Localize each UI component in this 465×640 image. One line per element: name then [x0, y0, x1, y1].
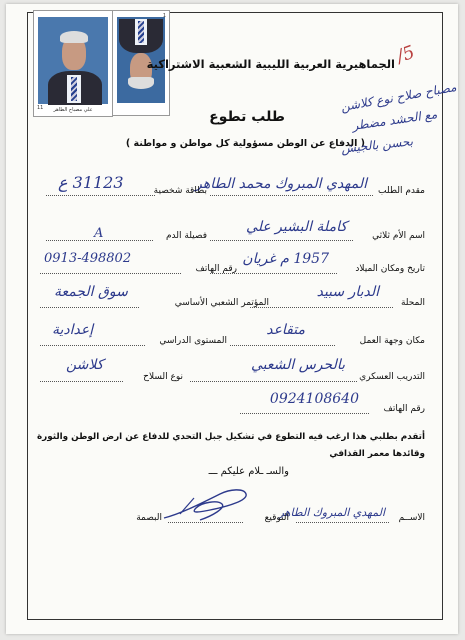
closing-greeting: والسـ ـلام عليكم ـــ — [208, 466, 289, 477]
value-workplace: متقاعد — [266, 322, 305, 338]
photo-caption: علي مصباح الطاهر — [53, 107, 93, 113]
label-mother-name: اسم الأم ثلاثي — [372, 231, 425, 241]
photo-code: 1 — [162, 13, 166, 19]
label-phone-2: رقم الهاتف — [383, 404, 425, 414]
corner-mark: 5/ — [394, 41, 419, 68]
label-applicant: مقدم الطلب — [378, 186, 425, 196]
mother-name-line — [210, 240, 353, 241]
mahalla-line — [250, 307, 393, 308]
label-blood-type: فصيلة الدم — [165, 231, 207, 241]
corner-note-line1: مصباح صلاح نوع كلاشن — [339, 79, 458, 115]
value-blood-type: A — [94, 226, 104, 241]
value-military-training: بالحرس الشعبي — [250, 357, 345, 373]
value-name: المهدي المبروك الطاهر — [278, 506, 385, 519]
form-title: طلب تطوع — [209, 109, 285, 125]
phone-2-line — [240, 413, 369, 414]
label-mahalla: المحلة — [400, 298, 425, 308]
handwritten-signature — [160, 484, 252, 524]
value-congress: سوق الجمعة — [54, 284, 128, 300]
value-id-card: 31123 ع — [58, 173, 124, 192]
value-mother-name: كاملة البشير علي — [246, 219, 347, 235]
corner-note-line2: مع الحشد مضطر — [350, 107, 438, 133]
label-signature: التوقيع — [264, 513, 289, 523]
country-heading: الجماهيرية العربية الليبية الشعبية الاشتراكية — [146, 57, 395, 71]
value-phone-2: 0924108640 — [269, 391, 359, 407]
value-education: إعدادية — [52, 322, 94, 338]
military-training-line — [190, 381, 357, 382]
education-line — [40, 345, 145, 346]
label-name: الاســم — [398, 513, 425, 523]
applicant-photo — [33, 10, 113, 117]
congress-line — [40, 307, 139, 308]
name-line — [296, 522, 389, 523]
id-card-line — [46, 195, 155, 196]
label-workplace: مكان وجهة العمل — [359, 336, 425, 346]
value-birth: 1957 م غريان — [242, 251, 329, 267]
label-military-training: التدريب العسكري — [359, 372, 425, 382]
value-weapon-type: كلاشن — [66, 357, 104, 373]
label-birth: تاريخ ومكان الميلاد — [355, 264, 425, 274]
label-congress: المؤتمر الشعبي الأساسي — [174, 298, 269, 308]
label-phone: رقم الهاتف — [195, 264, 237, 274]
label-fingerprint: البصمة — [136, 513, 162, 523]
label-id-card: بطاقة شخصية — [153, 186, 207, 196]
form-subtitle: ( الدفاع عن الوطن مسؤولية كل مواطن و مواطنة ) — [125, 138, 365, 149]
value-mahalla: الدبار سبيد — [316, 284, 379, 300]
label-weapon-type: نوع السلاح — [143, 372, 183, 382]
photo-code: 11 — [37, 105, 44, 111]
pledge-line-2: وقائدها معمر القذافي — [329, 449, 425, 459]
phone-line — [40, 273, 181, 274]
corner-note-line3: بحسن بالجيش — [340, 134, 414, 156]
applicant-line — [210, 195, 373, 196]
weapon-type-line — [40, 381, 123, 382]
label-education: المستوى الدراسي — [159, 336, 227, 346]
pledge-line-1: أتقدم بطلبي هذا ارغب فيه التطوع في تشكيل جبل التحدي للدفاع عن ارض الوطن والثورة — [36, 432, 425, 442]
workplace-line — [230, 345, 335, 346]
value-applicant: المهدي المبروك محمد الطاهر — [195, 176, 367, 192]
value-phone: 0913-498802 — [44, 251, 132, 266]
